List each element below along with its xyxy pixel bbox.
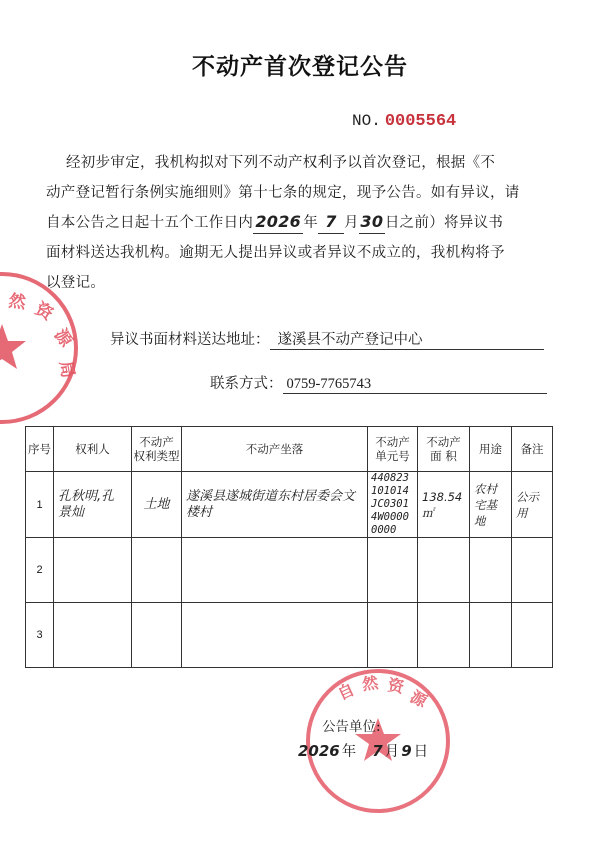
cell-remark-text: 公示用 — [516, 489, 539, 520]
document-number-value: 0005564 — [384, 112, 457, 131]
cell-unit-no — [368, 603, 418, 668]
cell-remark — [512, 538, 553, 603]
table-header-row — [26, 427, 553, 472]
notice-paragraph — [46, 148, 556, 298]
paragraph-line-3-post: 日之前）将异议书 — [384, 215, 504, 231]
cell-remark — [512, 603, 553, 668]
deadline-month: 7 — [325, 212, 337, 231]
cell-usage — [470, 472, 512, 538]
paragraph-line-5: 以登记。 — [46, 275, 106, 291]
publish-year: 2026 — [298, 742, 340, 760]
cell-usage-text: 农村宅基地 — [474, 481, 497, 528]
paragraph-line-3-pre: 自本公告之日起十五个工作日内 — [46, 215, 254, 231]
cell-seq: 3 — [26, 603, 54, 668]
publisher-label: 公告单位: — [322, 719, 381, 735]
cell-usage — [470, 603, 512, 668]
objection-address — [110, 328, 544, 350]
header-seq: 序号 — [26, 427, 54, 472]
document-number-prefix: NO. — [352, 112, 381, 130]
svg-text:源: 源 — [49, 325, 77, 351]
paragraph-line-4: 面材料送达我机构。逾期无人提出异议或者异议不成立的，我机构将予 — [46, 245, 505, 261]
publish-date — [296, 740, 428, 761]
cell-unit-no — [368, 538, 418, 603]
contact-label: 联系方式： — [210, 376, 283, 392]
cell-right-type — [132, 472, 182, 538]
header-area-text: 不动产 面 积 — [426, 435, 461, 463]
svg-text:资: 资 — [386, 675, 406, 697]
publish-month: 7 — [372, 742, 383, 760]
cell-owner — [54, 538, 132, 603]
header-area — [418, 427, 470, 472]
cell-usage — [470, 538, 512, 603]
svg-text:然: 然 — [360, 672, 380, 694]
header-usage: 用途 — [470, 427, 512, 472]
header-location: 不动产坐落 — [182, 427, 368, 472]
header-unit-no-text: 不动产 单元号 — [375, 435, 410, 463]
publish-month-char: 月 — [384, 744, 400, 760]
deadline-day: 30 — [360, 212, 384, 231]
cell-location — [182, 538, 368, 603]
address-value: 遂溪县不动产登记中心 — [270, 331, 544, 350]
cell-right-type — [132, 538, 182, 603]
cell-seq: 1 — [26, 472, 54, 538]
table-row — [26, 603, 553, 668]
cell-area — [418, 603, 470, 668]
header-right-type-text: 不动产 权利类型 — [133, 435, 180, 463]
paragraph-line-2: 动产登记暂行条例实施细则》第十七条的规定，现予公告。如有异议，请 — [46, 185, 520, 201]
svg-text:自: 自 — [334, 679, 358, 704]
document-number — [352, 112, 456, 131]
cell-location — [182, 603, 368, 668]
cell-remark — [512, 472, 553, 538]
paragraph-line-1: 经初步审定，我机构拟对下列不动产权利予以首次登记，根据《不 — [66, 155, 496, 171]
page-title: 不动产首次登记公告 — [192, 54, 408, 80]
cell-area — [418, 472, 470, 538]
registration-table — [25, 426, 553, 668]
contact-info — [210, 372, 547, 394]
cell-area-text: 138.54㎡ — [422, 489, 463, 520]
header-right-type — [132, 427, 182, 472]
table-row — [26, 538, 553, 603]
header-owner: 权利人 — [54, 427, 132, 472]
svg-text:然: 然 — [7, 291, 27, 314]
cell-location-text: 遂溪县遂城街道东村居委会文楼村 — [186, 488, 356, 520]
publish-year-char: 年 — [341, 744, 357, 760]
cell-owner-text: 孔秋明,孔景灿 — [58, 488, 115, 520]
publish-day: 9 — [401, 742, 412, 760]
contact-value: 0759-7765743 — [283, 375, 547, 394]
cell-owner — [54, 603, 132, 668]
cell-seq: 2 — [26, 538, 54, 603]
cell-area — [418, 538, 470, 603]
address-label: 异议书面材料送达地址： — [110, 332, 270, 348]
deadline-year: 2026 — [255, 212, 302, 231]
cell-location — [182, 472, 368, 538]
cell-right-type-text: 土地 — [143, 496, 170, 512]
header-unit-no — [368, 427, 418, 472]
header-remark: 备注 — [512, 427, 553, 472]
svg-text:局: 局 — [55, 359, 78, 380]
svg-text:源: 源 — [407, 686, 431, 712]
publish-day-char: 日 — [413, 744, 429, 760]
table-row — [26, 472, 553, 538]
svg-text:资: 资 — [31, 299, 57, 325]
year-char: 年 — [303, 215, 319, 231]
cell-unit-no — [368, 472, 418, 538]
cell-right-type — [132, 603, 182, 668]
month-char: 月 — [344, 215, 359, 231]
cell-owner — [54, 472, 132, 538]
cell-unit-no-text: 440823101014JC03014W00000000 — [371, 472, 409, 536]
